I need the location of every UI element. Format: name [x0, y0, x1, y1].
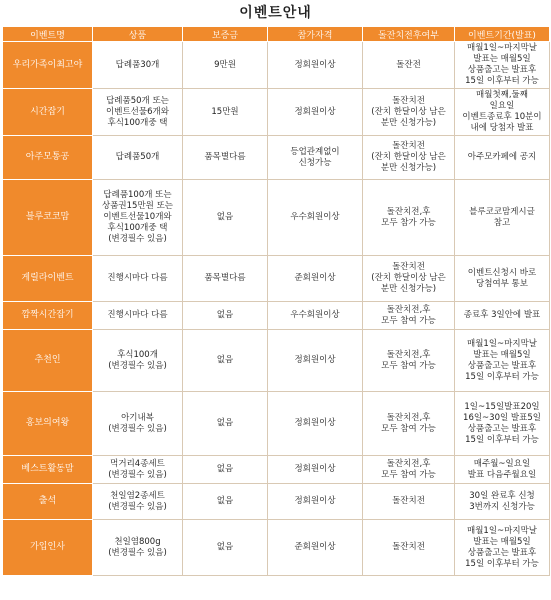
timing-cell: 돌잔치전 (잔치 한달이상 남은 분만 신청가능) — [363, 256, 455, 302]
event-name: 추천인 — [3, 330, 93, 392]
eligibility-cell: 준회원이상 — [268, 256, 363, 302]
deposit-cell: 없음 — [183, 392, 268, 456]
header-deposit: 보증금 — [183, 27, 268, 42]
event-name: 베스트활동맘 — [3, 456, 93, 484]
page-title: 이벤트안내 — [239, 5, 312, 21]
event-name: 게릴라이벤트 — [3, 256, 93, 302]
deposit-cell: 없음 — [183, 330, 268, 392]
event-table — [2, 26, 550, 576]
eligibility-cell: 정회원이상 — [268, 392, 363, 456]
timing-cell: 돌잔치전 — [363, 484, 455, 520]
header-eligibility: 참가자격 — [268, 27, 363, 42]
prize-cell: 천일염2종세트 (변경필수 있음) — [93, 484, 183, 520]
eligibility-cell: 준회원이상 — [268, 520, 363, 576]
timing-cell: 돌잔치전,후 모두 참여 가능 — [363, 392, 455, 456]
eligibility-cell: 우수회원이상 — [268, 302, 363, 330]
table-row — [3, 392, 550, 456]
event-name: 깜짝시간잡기 — [3, 302, 93, 330]
period-cell: 1일~15일발표20일 16일~30일 발표5일 상품출고는 발표후 15일 이후부터 가능 — [455, 392, 550, 456]
eligibility-cell: 정회원이상 — [268, 42, 363, 89]
table-row — [3, 42, 550, 89]
table-row — [3, 520, 550, 576]
table-row — [3, 484, 550, 520]
period-cell: 아주모카페에 공지 — [455, 136, 550, 180]
timing-cell: 돌잔치전,후 모두 참여 가능 — [363, 456, 455, 484]
header-period: 이벤트기간(발표) — [455, 27, 550, 42]
deposit-cell: 없음 — [183, 456, 268, 484]
table-row — [3, 180, 550, 256]
deposit-cell: 품목별다름 — [183, 136, 268, 180]
period-cell: 매월1일~마지막날 발표는 매월5일 상품출고는 발표후 15일 이후부터 가능 — [455, 330, 550, 392]
table-row — [3, 136, 550, 180]
timing-cell: 돌잔치전,후 모두 참가 가능 — [363, 180, 455, 256]
deposit-cell: 없음 — [183, 180, 268, 256]
eligibility-cell: 정회원이상 — [268, 484, 363, 520]
event-name: 블루코코맘 — [3, 180, 93, 256]
event-name: 출석 — [3, 484, 93, 520]
event-name: 홍보의여왕 — [3, 392, 93, 456]
period-cell: 종료후 3일안에 발표 — [455, 302, 550, 330]
table-row — [3, 89, 550, 136]
event-name: 시간잡기 — [3, 89, 93, 136]
eligibility-cell: 정회원이상 — [268, 330, 363, 392]
table-header-row — [3, 27, 550, 42]
event-name: 우리가족이최고야 — [3, 42, 93, 89]
prize-cell: 답례품30개 — [93, 42, 183, 89]
period-cell: 30일 완료후 신청 3번까지 신청가능 — [455, 484, 550, 520]
eligibility-cell: 정회원이상 — [268, 456, 363, 484]
header-event-name: 이벤트명 — [3, 27, 93, 42]
deposit-cell: 없음 — [183, 520, 268, 576]
period-cell: 매월1일~마지막날 발표는 매월5일 상품출고는 발표후 15일 이후부터 가능 — [455, 42, 550, 89]
period-cell: 매월1일~마지막날 발표는 매월5일 상품출고는 발표후 15일 이후부터 가능 — [455, 520, 550, 576]
prize-cell: 진행시마다 다름 — [93, 256, 183, 302]
table-row — [3, 256, 550, 302]
period-cell: 블루코코맘게시글 참고 — [455, 180, 550, 256]
event-name: 아주모통공 — [3, 136, 93, 180]
timing-cell: 돌잔치전 (잔치 한달이상 남은 분만 신청가능) — [363, 136, 455, 180]
period-cell: 매주월~일요일 발표 다음주월요일 — [455, 456, 550, 484]
period-cell: 이벤트신청시 바로 당첨여부 통보 — [455, 256, 550, 302]
eligibility-cell: 우수회원이상 — [268, 180, 363, 256]
header-timing: 돌잔치전후여부 — [363, 27, 455, 42]
table-row — [3, 456, 550, 484]
prize-cell: 천일염800g (변경필수 있음) — [93, 520, 183, 576]
timing-cell: 돌잔치전,후 모두 참여 가능 — [363, 330, 455, 392]
prize-cell: 답례품100개 또는 상품권15만원 또는 이벤트선물10개와 후식100개중 택 (변경필수 있음) — [93, 180, 183, 256]
deposit-cell: 없음 — [183, 484, 268, 520]
deposit-cell: 15만원 — [183, 89, 268, 136]
timing-cell: 돌잔전 — [363, 42, 455, 89]
prize-cell: 답례품50개 또는 이벤트선물6개와 후식100개중 택 — [93, 89, 183, 136]
event-name: 가입인사 — [3, 520, 93, 576]
header-prize: 상품 — [93, 27, 183, 42]
deposit-cell: 9만원 — [183, 42, 268, 89]
prize-cell: 먹거리4종세트 (변경필수 있음) — [93, 456, 183, 484]
period-cell: 매월첫째,둘째 일요일 이벤트종료후 10분이 내에 당첨자 발표 — [455, 89, 550, 136]
timing-cell: 돌잔치전 — [363, 520, 455, 576]
table-row — [3, 330, 550, 392]
eligibility-cell: 등업관계없이 신청가능 — [268, 136, 363, 180]
prize-cell: 후식100개 (변경필수 있음) — [93, 330, 183, 392]
timing-cell: 돌잔치전,후 모두 참여 가능 — [363, 302, 455, 330]
deposit-cell: 품목별다름 — [183, 256, 268, 302]
timing-cell: 돌잔치전 (잔치 한달이상 남은 분만 신청가능) — [363, 89, 455, 136]
prize-cell: 답례품50개 — [93, 136, 183, 180]
prize-cell: 아기내복 (변경필수 있음) — [93, 392, 183, 456]
eligibility-cell: 정회원이상 — [268, 89, 363, 136]
prize-cell: 진행시마다 다름 — [93, 302, 183, 330]
table-row — [3, 302, 550, 330]
deposit-cell: 없음 — [183, 302, 268, 330]
